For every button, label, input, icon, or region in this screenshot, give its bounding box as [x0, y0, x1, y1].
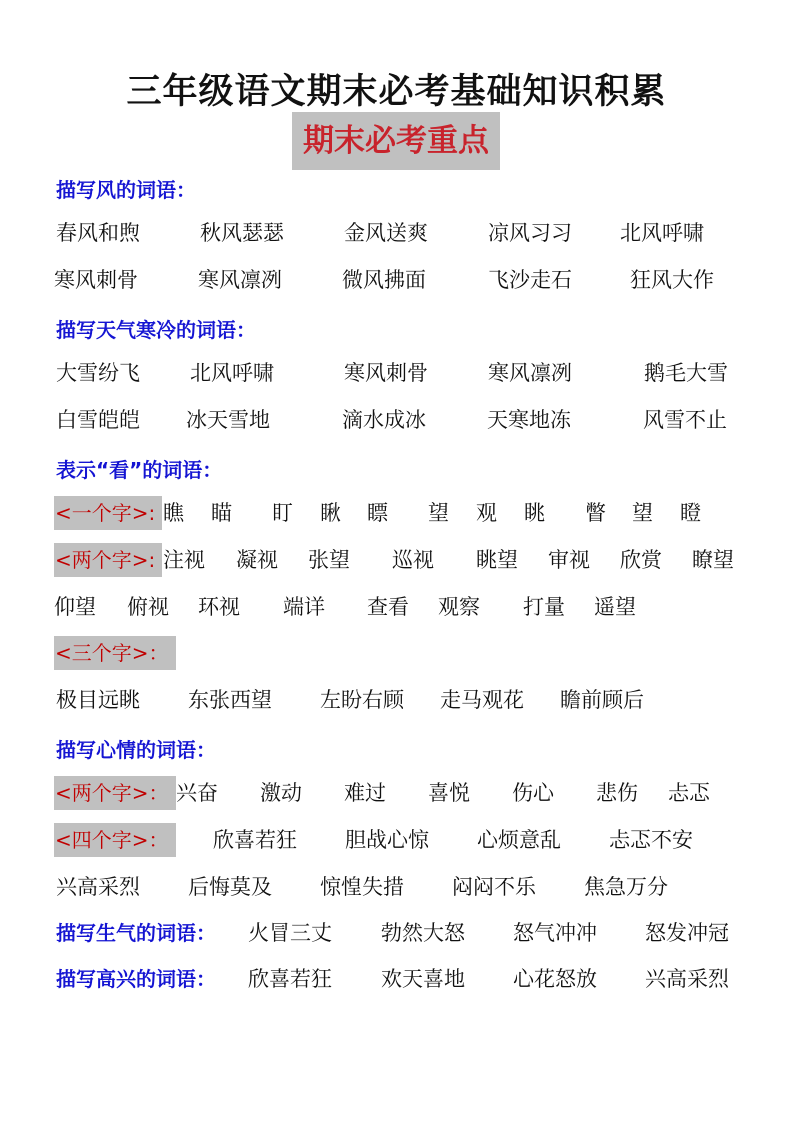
word: 盯 [272, 501, 293, 525]
word: 风雪不止 [643, 408, 727, 432]
word: 欢天喜地 [381, 967, 465, 991]
word: 鹅毛大雪 [644, 361, 728, 385]
word: 遥望 [594, 595, 636, 619]
word: 瞄 [211, 501, 232, 525]
word: 环视 [198, 595, 240, 619]
word: 寒风凛冽 [198, 268, 282, 292]
word: 勃然大怒 [381, 921, 465, 945]
word-row [0, 638, 793, 668]
word: 查看 [367, 595, 409, 619]
tag-three-char: <三个字>： [54, 636, 176, 670]
word: 金风送爽 [344, 221, 428, 245]
word: 左盼右顾 [320, 688, 404, 712]
word: 冰天雪地 [186, 408, 270, 432]
word: 瞥 [585, 501, 606, 525]
word: 瞪 [680, 501, 701, 525]
word: 凉风习习 [488, 221, 572, 245]
word: 凝视 [236, 548, 278, 572]
section-heading-angry: 描写生气的词语： [56, 921, 216, 945]
word-row-angry [0, 918, 793, 948]
word: 喜悦 [428, 781, 470, 805]
word-row [0, 778, 793, 808]
word: 飞沙走石 [488, 268, 572, 292]
word-row-happy [0, 964, 793, 994]
word: 惊惶失措 [320, 875, 404, 899]
word-row [0, 218, 793, 248]
word: 天寒地冻 [487, 408, 571, 432]
word: 极目远眺 [56, 688, 140, 712]
tag-four-char: <四个字>： [54, 823, 176, 857]
word: 注视 [163, 548, 205, 572]
word: 激动 [260, 781, 302, 805]
tag-two-char: <两个字>： [54, 776, 176, 810]
word: 眺望 [476, 548, 518, 572]
word: 瞭望 [692, 548, 734, 572]
word: 怒发冲冠 [645, 921, 729, 945]
word: 寒风刺骨 [344, 361, 428, 385]
word-row [0, 592, 793, 622]
word: 端详 [283, 595, 325, 619]
word: 瞻前顾后 [560, 688, 644, 712]
word: 火冒三丈 [248, 921, 332, 945]
word-row [0, 685, 793, 715]
word: 寒风凛冽 [488, 361, 572, 385]
tag-one-char: <一个字>: [54, 496, 162, 530]
word: 忐忑 [668, 781, 710, 805]
word: 北风呼啸 [190, 361, 274, 385]
word: 兴高采烈 [645, 967, 729, 991]
section-heading-mood: 描写心情的词语： [56, 738, 216, 762]
word-row [0, 498, 793, 528]
word: 走马观花 [440, 688, 524, 712]
word: 伤心 [512, 781, 554, 805]
word: 俯视 [127, 595, 169, 619]
word: 东张西望 [188, 688, 272, 712]
word: 打量 [523, 595, 565, 619]
word: 北风呼啸 [620, 221, 704, 245]
word: 闷闷不乐 [452, 875, 536, 899]
word-row [0, 872, 793, 902]
word: 瞅 [320, 501, 341, 525]
word: 望 [632, 501, 653, 525]
word: 张望 [308, 548, 350, 572]
word: 微风拂面 [342, 268, 426, 292]
word: 瞧 [163, 501, 184, 525]
word: 大雪纷飞 [56, 361, 140, 385]
page-title: 三年级语文期末必考基础知识积累 [126, 72, 667, 112]
word: 欣喜若狂 [248, 967, 332, 991]
word: 眺 [524, 501, 545, 525]
word: 兴高采烈 [56, 875, 140, 899]
section-heading-cold: 描写天气寒冷的词语： [56, 318, 256, 342]
word: 狂风大作 [630, 268, 714, 292]
word: 审视 [548, 548, 590, 572]
word-row [0, 545, 793, 575]
word: 欣赏 [620, 548, 662, 572]
section-heading-happy: 描写高兴的词语： [56, 967, 216, 991]
word-row [0, 825, 793, 855]
word: 观 [476, 501, 497, 525]
word: 仰望 [54, 595, 96, 619]
section-heading-wind: 描写风的词语： [56, 178, 196, 202]
word: 白雪皑皑 [56, 408, 140, 432]
word: 春风和煦 [56, 221, 140, 245]
tag-two-char: <两个字>: [54, 543, 162, 577]
word-row [0, 405, 793, 435]
word: 观察 [438, 595, 480, 619]
word: 后悔莫及 [188, 875, 272, 899]
section-heading-look: 表示“看”的词语： [56, 458, 223, 482]
word: 胆战心惊 [345, 828, 429, 852]
word: 怒气冲冲 [513, 921, 597, 945]
word: 难过 [344, 781, 386, 805]
word: 寒风刺骨 [54, 268, 138, 292]
word: 兴奋 [176, 781, 218, 805]
word-row [0, 265, 793, 295]
word: 望 [428, 501, 449, 525]
word: 欣喜若狂 [213, 828, 297, 852]
word: 忐忑不安 [609, 828, 693, 852]
word: 心烦意乱 [477, 828, 561, 852]
word-row [0, 358, 793, 388]
word: 心花怒放 [513, 967, 597, 991]
word: 滴水成冰 [342, 408, 426, 432]
word: 焦急万分 [584, 875, 668, 899]
word: 瞟 [367, 501, 388, 525]
word: 悲伤 [596, 781, 638, 805]
subtitle-banner: 期末必考重点 [292, 112, 500, 170]
word: 秋风瑟瑟 [200, 221, 284, 245]
word: 巡视 [392, 548, 434, 572]
